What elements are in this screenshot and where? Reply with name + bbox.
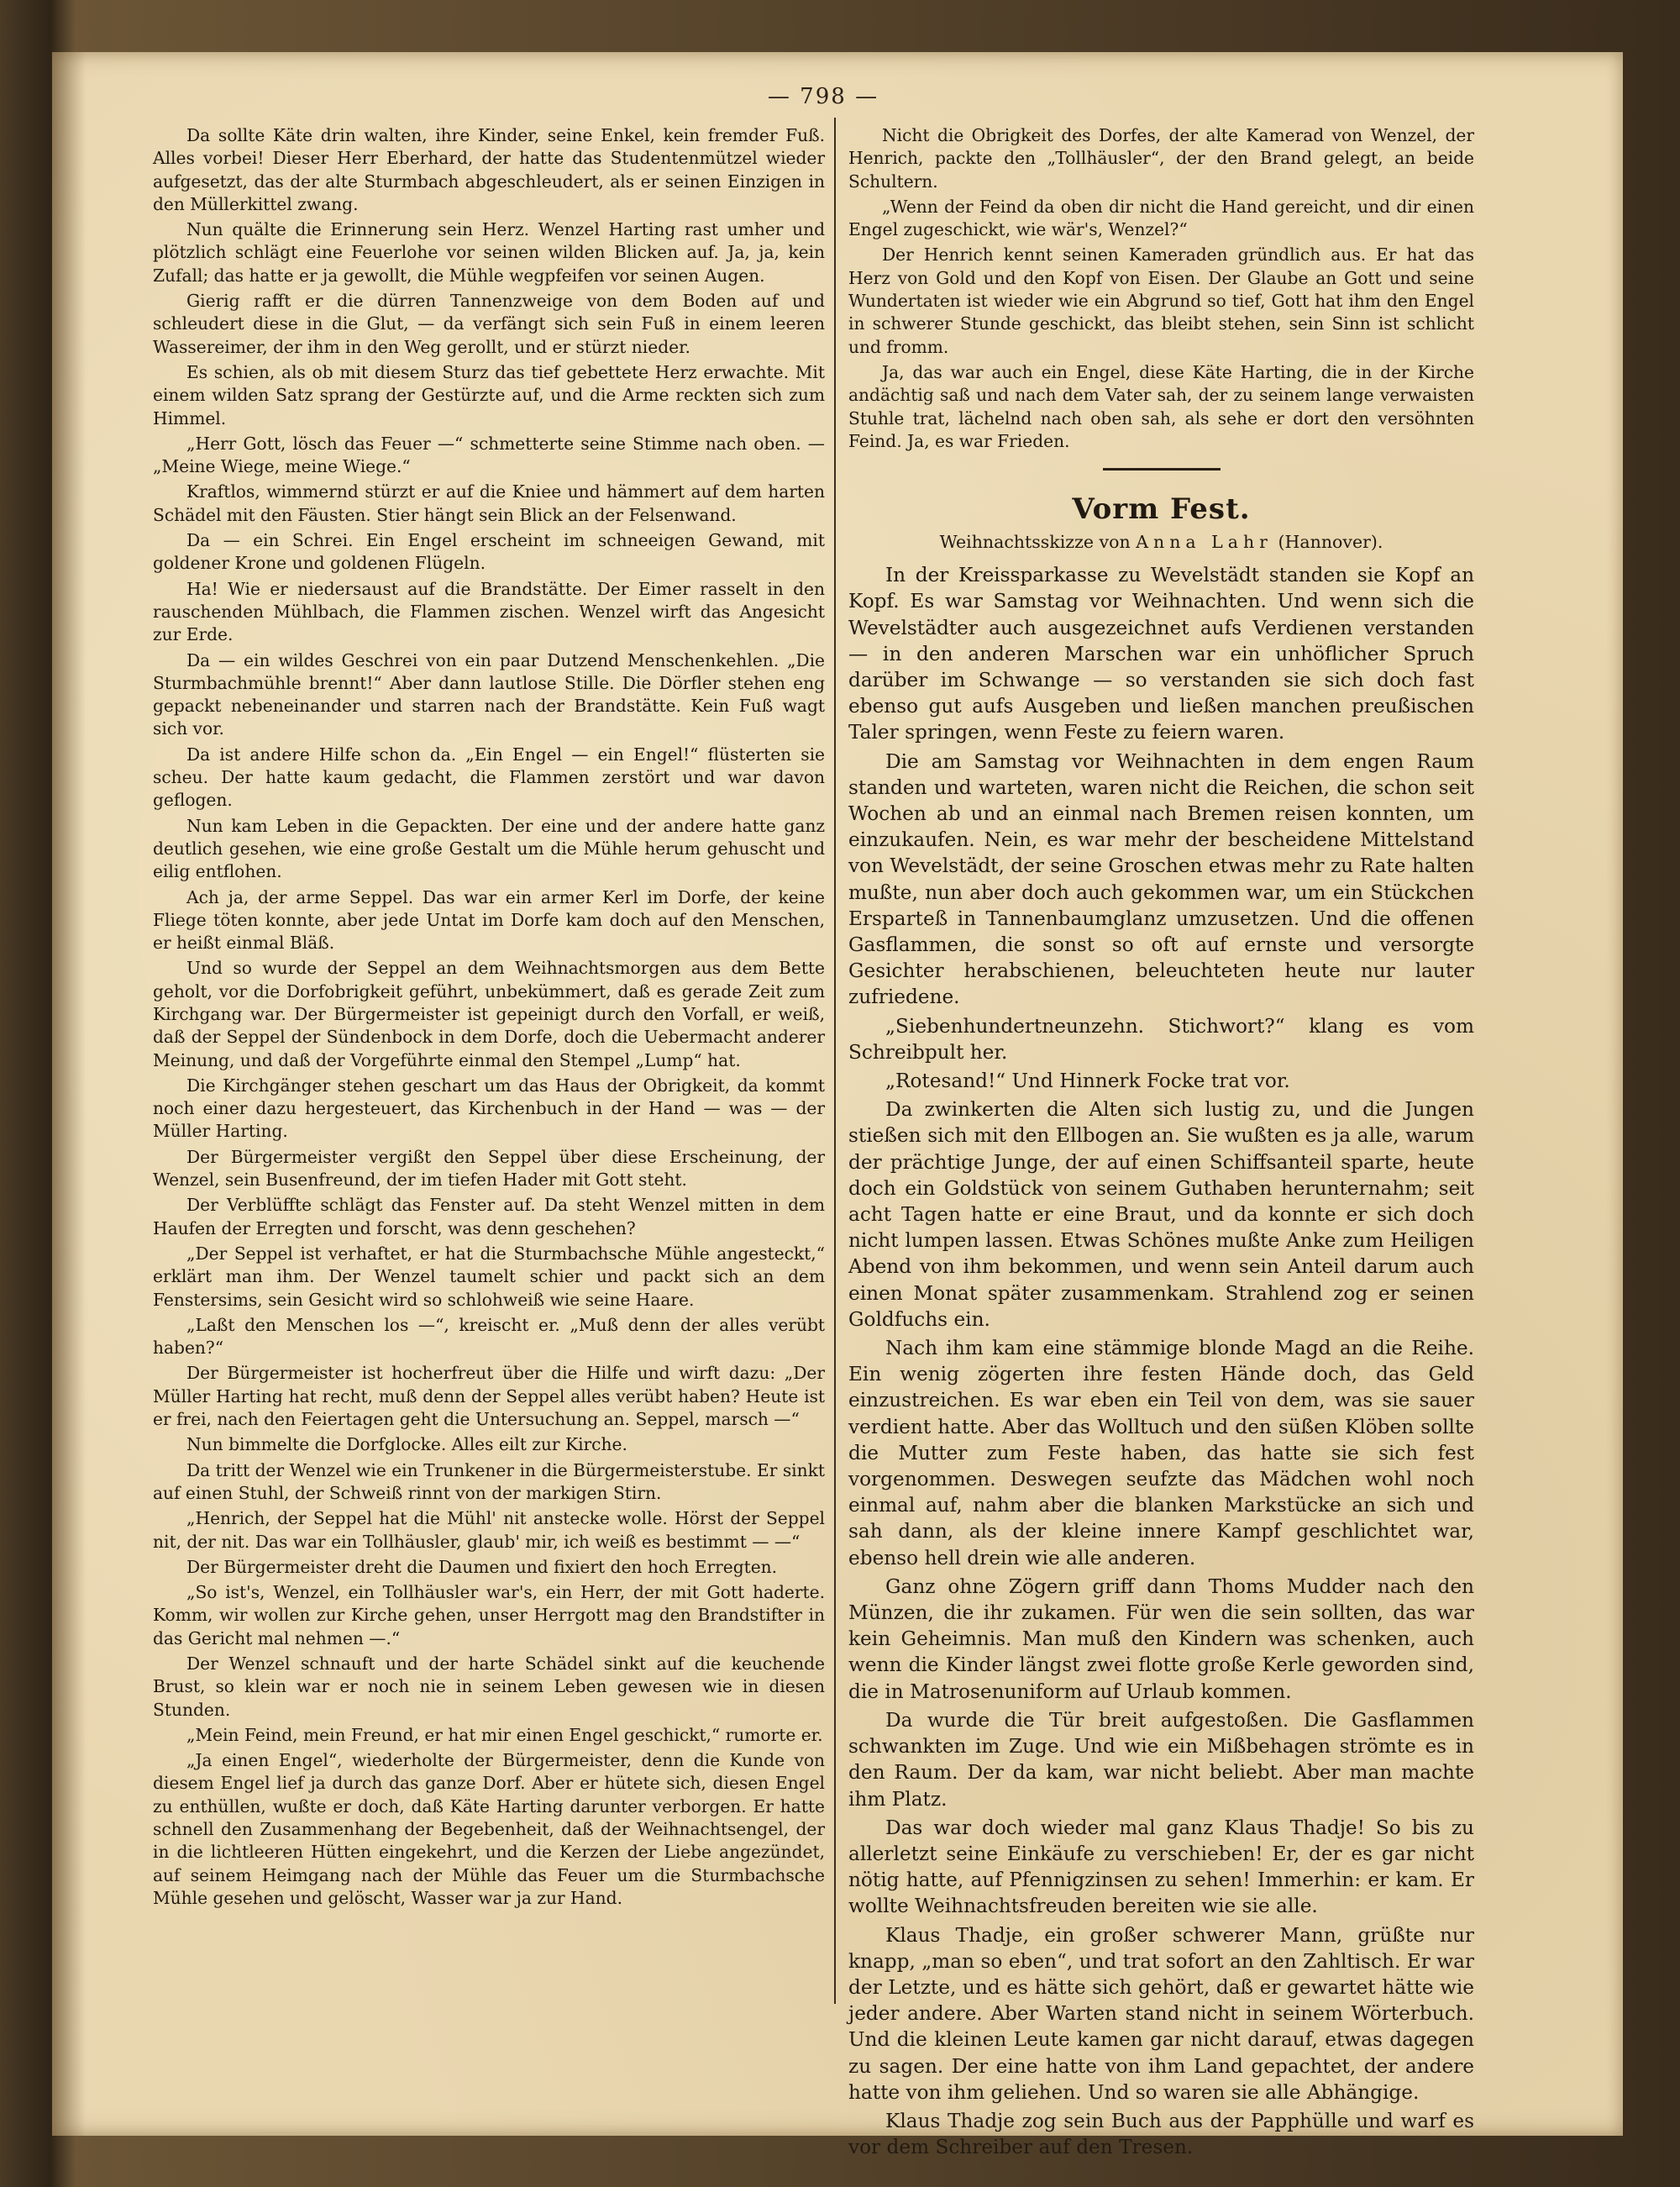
paragraph: Nun quälte die Erinnerung sein Herz. Wenzel Harting rast umher und plötzlich schlägt eine Feuerlohe vor seinen wilden Blicken auf. Ja, ja, kein Zufall; das hatte er ja gewollt, die Mühle wegpfeifen vor seinen Augen. bbox=[153, 219, 825, 286]
right-column-lead-text bbox=[848, 124, 1474, 453]
paragraph: Der Bürgermeister dreht die Daumen und fixiert den hoch Erregten. bbox=[186, 1556, 778, 1577]
right-column bbox=[848, 124, 1474, 2163]
paragraph: Da sollte Käte drin walten, ihre Kinder, seine Enkel, kein fremder Fuß. Alles vorbei! Dieser Herr Eberhard, der hatte das Studentenmützel wieder aufgesetzt, das der alte Sturmbach abgeschleudert, als er seinen Einzigen in den Müllerkittel zwang. bbox=[153, 125, 825, 214]
paragraph: „Rotesand!“ Und Hinnerk Focke trat vor. bbox=[885, 1070, 1290, 1093]
paragraph: Nach ihm kam eine stämmige blonde Magd an die Reihe. Ein wenig zögerten ihre festen Hände doch, das Geld einzustreichen. Es war eben ein Teil von dem, was sie sauer verdient hatte. Aber das Wolltuch und den süßen Klöben sollte die Mutter zum Feste haben, das hatte sie sich fest vorgenommen. Deswegen seufzte das Mädchen wohl noch einmal auf, nahm aber die blanken Markstücke an sich und sah dann, als der kleine innere Kampf geschlichtet war, ebenso hell drein wie alle anderen. bbox=[848, 1337, 1474, 1569]
paragraph: Die Kirchgänger stehen geschart um das Haus der Obrigkeit, da kommt noch einer dazu hergesteuert, das Kirchenbuch in der Hand — was — der Müller Harting. bbox=[153, 1075, 825, 1142]
byline-place: (Hannover). bbox=[1278, 532, 1383, 553]
paragraph: Nun bimmelte die Dorfglocke. Alles eilt zur Kirche. bbox=[186, 1434, 627, 1455]
paragraph: Klaus Thadje zog sein Buch aus der Papphülle und warf es vor dem Schreiber auf den Tresen. bbox=[848, 2109, 1474, 2159]
paragraph: Da tritt der Wenzel wie ein Trunkener in die Bürgermeisterstube. Er sinkt auf einen Stuhl, der Schweiß rinnt von der markigen Stirn. bbox=[153, 1459, 825, 1503]
story-body bbox=[848, 562, 1474, 2160]
story-title: Vorm Fest. bbox=[1072, 492, 1251, 527]
paragraph: Nicht die Obrigkeit des Dorfes, der alte Kamerad von Wenzel, der Henrich, packte den „Tollhäusler“, der den Brand gelegt, an beide Schultern. bbox=[848, 125, 1474, 192]
paragraph: Klaus Thadje, ein großer schwerer Mann, grüßte nur knapp, „man so eben“, und trat sofort an den Zahltisch. Er war der Letzte, und es hätte sich gehört, daß er gewartet hätte wie jeder andere. Aber Warten stand nicht in seinem Wörterbuch. Und die kleinen Leute kamen gar nicht darauf, etwas dagegen zu sagen. Der eine hatte von ihm Land gepachtet, der andere hatte von ihm geliehen. Und so waren sie alle Abhängige. bbox=[848, 1923, 1474, 2104]
story-byline bbox=[848, 531, 1474, 554]
paragraph: Nun kam Leben in die Gepackten. Der eine und der andere hatte ganz deutlich gesehen, wie eine große Gestalt um die Mühle herum gehuscht und eilig entflohen. bbox=[153, 815, 825, 882]
paragraph: „Herr Gott, lösch das Feuer —“ schmetterte seine Stimme nach oben. — „Meine Wiege, meine Wiege.“ bbox=[153, 433, 825, 477]
paragraph: Ach ja, der arme Seppel. Das war ein armer Kerl im Dorfe, der keine Fliege töten konnte, aber jede Untat im Dorfe kam doch auf den Menschen, er heißt einmal Bläß. bbox=[153, 886, 825, 954]
paragraph: Der Wenzel schnauft und der harte Schädel sinkt auf die keuchende Brust, so klein war er noch nie in seinem Leben gewesen wie in diesen Stunden. bbox=[153, 1653, 825, 1720]
paragraph: Da — ein wildes Geschrei von ein paar Dutzend Menschenkehlen. „Die Sturmbachmühle brennt!“ Aber dann lautlose Stille. Die Dörfler stehen eng gepackt nebeneinander und starren nach der Brandstätte. Kein Fuß wagt sich vor. bbox=[153, 649, 825, 739]
paragraph: „Der Seppel ist verhaftet, er hat die Sturmbachsche Mühle angesteckt,“ erklärt man ihm. Der Wenzel taumelt schier und packt sich an dem Fenstersims, sein Gesicht wird so schlohweiß wie seine Haare. bbox=[153, 1243, 825, 1310]
paragraph: Da ist andere Hilfe schon da. „Ein Engel — ein Engel!“ flüsterten sie scheu. Der hatte kaum gedacht, die Flammen zerstört und war davon geflogen. bbox=[153, 744, 825, 811]
paragraph: Es schien, als ob mit diesem Sturz das tief gebettete Herz erwachte. Mit einem wilden Satz sprang der Gestürzte auf, und die Arme reckten sich zum Himmel. bbox=[153, 361, 825, 428]
page-number: — 798 — bbox=[767, 84, 879, 109]
paragraph: In der Kreissparkasse zu Wevelstädt standen sie Kopf an Kopf. Es war Samstag vor Weihnachten. Und wenn sich die Wevelstädter auch ausgezeichnet aufs Verdienen verstanden — in den anderen Marschen war ein unhöflicher Spruch darüber im Schwange — so verstanden sie sich doch fast ebenso gut aufs Ausgeben und ließen manchen preußischen Taler springen, wenn Feste zu feiern waren. bbox=[848, 564, 1474, 744]
paragraph: „Henrich, der Seppel hat die Mühl' nit anstecke wolle. Hörst der Seppel nit, der nit. Das war ein Tollhäusler, glaub' mir, ich weiß es bestimmt — —“ bbox=[153, 1508, 825, 1552]
paragraph: Der Bürgermeister ist hocherfreut über die Hilfe und wirft dazu: „Der Müller Harting hat recht, muß denn der Seppel alles verübt haben? Heute ist er frei, nach den Feiertagen geht die Untersuchung an. Seppel, marsch —“ bbox=[153, 1363, 825, 1430]
paragraph: „So ist's, Wenzel, ein Tollhäusler war's, ein Herr, der mit Gott haderte. Komm, wir wollen zur Kirche gehen, unser Herrgott mag den Brandstifter in das Gericht mal nehmen —.“ bbox=[153, 1582, 825, 1648]
page-binding-shadow bbox=[52, 52, 86, 2136]
byline-author: Anna Lahr bbox=[1136, 532, 1273, 553]
paragraph: Da wurde die Tür breit aufgestoßen. Die Gasflammen schwankten im Zuge. Und wie ein Mißbehagen strömte es in den Raum. Der da kam, war nicht beliebt. Aber man machte ihm Platz. bbox=[848, 1708, 1474, 1811]
paragraph: Ha! Wie er niedersaust auf die Brandstätte. Der Eimer rasselt in den rauschenden Mühlbach, die Flammen zischen. Wenzel wirft das Angesicht zur Erde. bbox=[153, 578, 825, 645]
byline-prefix: Weihnachtsskizze von bbox=[939, 532, 1131, 553]
paragraph: Kraftlos, wimmernd stürzt er auf die Kniee und hämmert auf dem harten Schädel mit den Fäusten. Stier hängt sein Blick an der Felsenwand. bbox=[153, 481, 825, 525]
paragraph: Ja, das war auch ein Engel, diese Käte Harting, die in der Kirche andächtig saß und nach dem Vater sah, der zu seinem lange verwaisten Stuhle trat, lächelnd nach oben sah, als sehe er dort den versöhnten Feind. Ja, es war Frieden. bbox=[848, 361, 1474, 451]
paragraph: Und so wurde der Seppel an dem Weihnachtsmorgen aus dem Bette geholt, vor die Dorfobrigkeit geführt, unbekümmert, daß es gerade Zeit zum Kirchgang war. Der Bürgermeister ist gepeinigt durch den Vorfall, er weiß, daß der Seppel der Sündenbock in dem Dorfe, doch die Uebermacht anderer Meinung, und daß der Vorgeführte einmal den Stempel „Lump“ hat. bbox=[153, 958, 825, 1070]
paragraph: „Laßt den Menschen los —“, kreischt er. „Muß denn der alles verübt haben?“ bbox=[153, 1314, 825, 1359]
paragraph: Die am Samstag vor Weihnachten in dem engen Raum standen und warteten, waren nicht die Reichen, die schon seit Wochen ab und an einmal nach Bremen reisen konnten, um einzukaufen. Nein, es war mehr der bescheidene Mittelstand von Wevelstädt, der seine Groschen etwas mehr zu Rate halten mußte, nun aber doch auch gekommen war, um ein Stückchen Ersparteß in Tannenbaumglanz umzusetzen. Und die offenen Gasflammen, die sonst so oft auf ernste und versorgte Gesichter herabschienen, beleuchteten heute nur lauter zufriedene. bbox=[848, 749, 1474, 1009]
paragraph: Da zwinkerten die Alten sich lustig zu, und die Jungen stießen sich mit den Ellbogen an. Sie wußten es ja alle, warum der prächtige Junge, der auf einen Schiffsanteil sparte, heute doch ein Goldstück von seinem Guthaben herunternahm; seit acht Tagen hatte er eine Braut, und da konnte er sich doch nicht lumpen lassen. Etwas Schönes mußte Anke zum Heiligen Abend von ihm bekommen, und wenn sein Anteil darum auch einen Monat später zusammenkam. Strahlend zog er seinen Goldfuchs ein. bbox=[848, 1098, 1474, 1331]
paragraph: Der Verblüffte schlägt das Fenster auf. Da steht Wenzel mitten in dem Haufen der Erregten und forscht, was denn geschehen? bbox=[153, 1195, 825, 1238]
paragraph: Da — ein Schrei. Ein Engel erscheint im schneeigen Gewand, mit goldener Krone und goldenen Flügeln. bbox=[153, 530, 825, 574]
paragraph: Gierig rafft er die dürren Tannenzweige von dem Boden auf und schleudert diese in die Glut, — da verfängt sich sein Fuß in einem leeren Wassereimer, der ihm in den Weg gerollt, und er stürzt nieder. bbox=[153, 291, 825, 357]
paragraph: „Siebenhundertneunzehn. Stichwort?“ klang es vom Schreibpult her. bbox=[848, 1014, 1474, 1064]
paragraph: „Ja einen Engel“, wiederholte der Bürgermeister, denn die Kunde von diesem Engel lief ja durch das ganze Dorf. Aber er hütete sich, diesen Engel zu enthüllen, wußte er doch, daß Käte Harting darunter verborgen. Er hatte schnell den Zusammenhang der Begebenheit, daß der Weihnachtsengel, der in die lichtleeren Hütten eingekehrt, und die Kerzen der Liebe angezündet, auf seinem Heimgang nach der Mühle das Feuer um die Sturmbachsche Mühle gesehen und gelöscht, Wasser war ja zur Hand. bbox=[153, 1750, 825, 1908]
story-separator bbox=[1103, 468, 1221, 471]
column-divider bbox=[834, 118, 836, 2004]
paragraph: Der Henrich kennt seinen Kameraden gründlich aus. Er hat das Herz von Gold und den Kopf von Eisen. Der Glaube an Gott und seine Wundertaten ist wieder wie ein Abgrund so tief, Gott hat ihm den Engel in schwerer Stunde geschickt, das bleibt stehen, sein Sinn ist schlicht und fromm. bbox=[848, 244, 1474, 357]
paragraph: „Wenn der Feind da oben dir nicht die Hand gereicht, und dir einen Engel zugeschickt, wie wär's, Wenzel?“ bbox=[848, 196, 1474, 240]
left-column bbox=[153, 124, 825, 1912]
paragraph: Der Bürgermeister vergißt den Seppel über diese Erscheinung, der Wenzel, sein Busenfreund, der im tiefen Hader mit Gott steht. bbox=[153, 1146, 825, 1191]
paragraph: Das war doch wieder mal ganz Klaus Thadje! So bis zu allerletzt seine Einkäufe zu verschieben! Er, der es gar nicht nötig hatte, auf Pfennigzinsen zu sehen! Immerhin: er kam. Er wollte Weihnachtsfreuden bereiten wie sie alle. bbox=[848, 1816, 1474, 1918]
paragraph: „Mein Feind, mein Freund, er hat mir einen Engel geschickt,“ rumorte er. bbox=[186, 1724, 823, 1745]
paragraph: Ganz ohne Zögern griff dann Thoms Mudder nach den Münzen, die ihr zukamen. Für wen die sein sollten, das war kein Geheimnis. Man muß den Kindern was schenken, auch wenn die Kinder längst zwei flotte große Kerle geworden sind, die in Matrosenuniform auf Urlaub kommen. bbox=[848, 1575, 1474, 1703]
